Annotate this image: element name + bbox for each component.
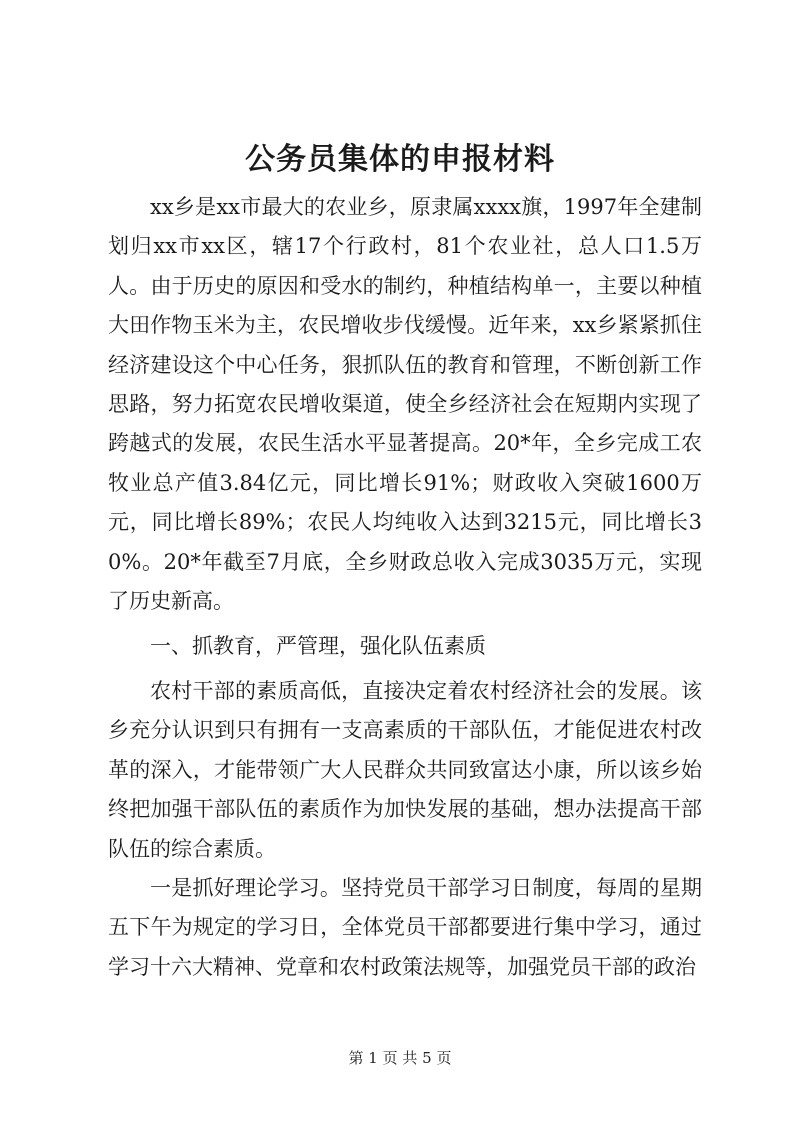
section-heading: 一、抓教育，严管理，强化队伍素质	[150, 634, 486, 659]
document-title: 公务员集体的申报材料	[245, 142, 555, 177]
page-footer: 第 1 页 共 5 页	[348, 1049, 452, 1067]
intro-paragraph: xx乡是xx市最大的农业乡，原隶属xxxx旗，1997年全建制划归xx市xx区，辖17个行政村，81个农业社，总人口1.5万人。由于历史的原因和受水的制约，种植结构单一，主要以种植大田作物玉米为主，农民增收步伐缓慢。近年来，xx乡紧紧抓住经济建设这个中心任务，狠抓队伍的教育和管理，不断创新工作思路，努力拓宽农民增收渠道，使全乡经济社会在短期内实现了跨越式的发展，农民生活水平显著提高。20*年，全乡完成工农牧业总产值3.84亿元，同比增长91%；财政收入突破1600万元，同比增长89%；农民人均纯收入达到3215元，同比增长30%。20*年截至7月底，全乡财政总收入完成3035万元，实现了历史新高。	[108, 195, 702, 614]
body-paragraph: 一是抓好理论学习。坚持党员干部学习日制度，每周的星期五下午为规定的学习日，全体党员干部都要进行集中学习，通过学习十六大精神、党章和农村政策法规等，加强党员干部的政治	[108, 875, 702, 979]
body-paragraph: 农村干部的素质高低，直接决定着农村经济社会的发展。该乡充分认识到只有拥有一支高素质的干部队伍，才能促进农村改革的深入，才能带领广大人民群众共同致富达小康，所以该乡始终把加强干部队伍的素质作为加快发展的基础，想办法提高干部队伍的综合素质。	[108, 678, 702, 861]
document-body	[108, 188, 702, 987]
